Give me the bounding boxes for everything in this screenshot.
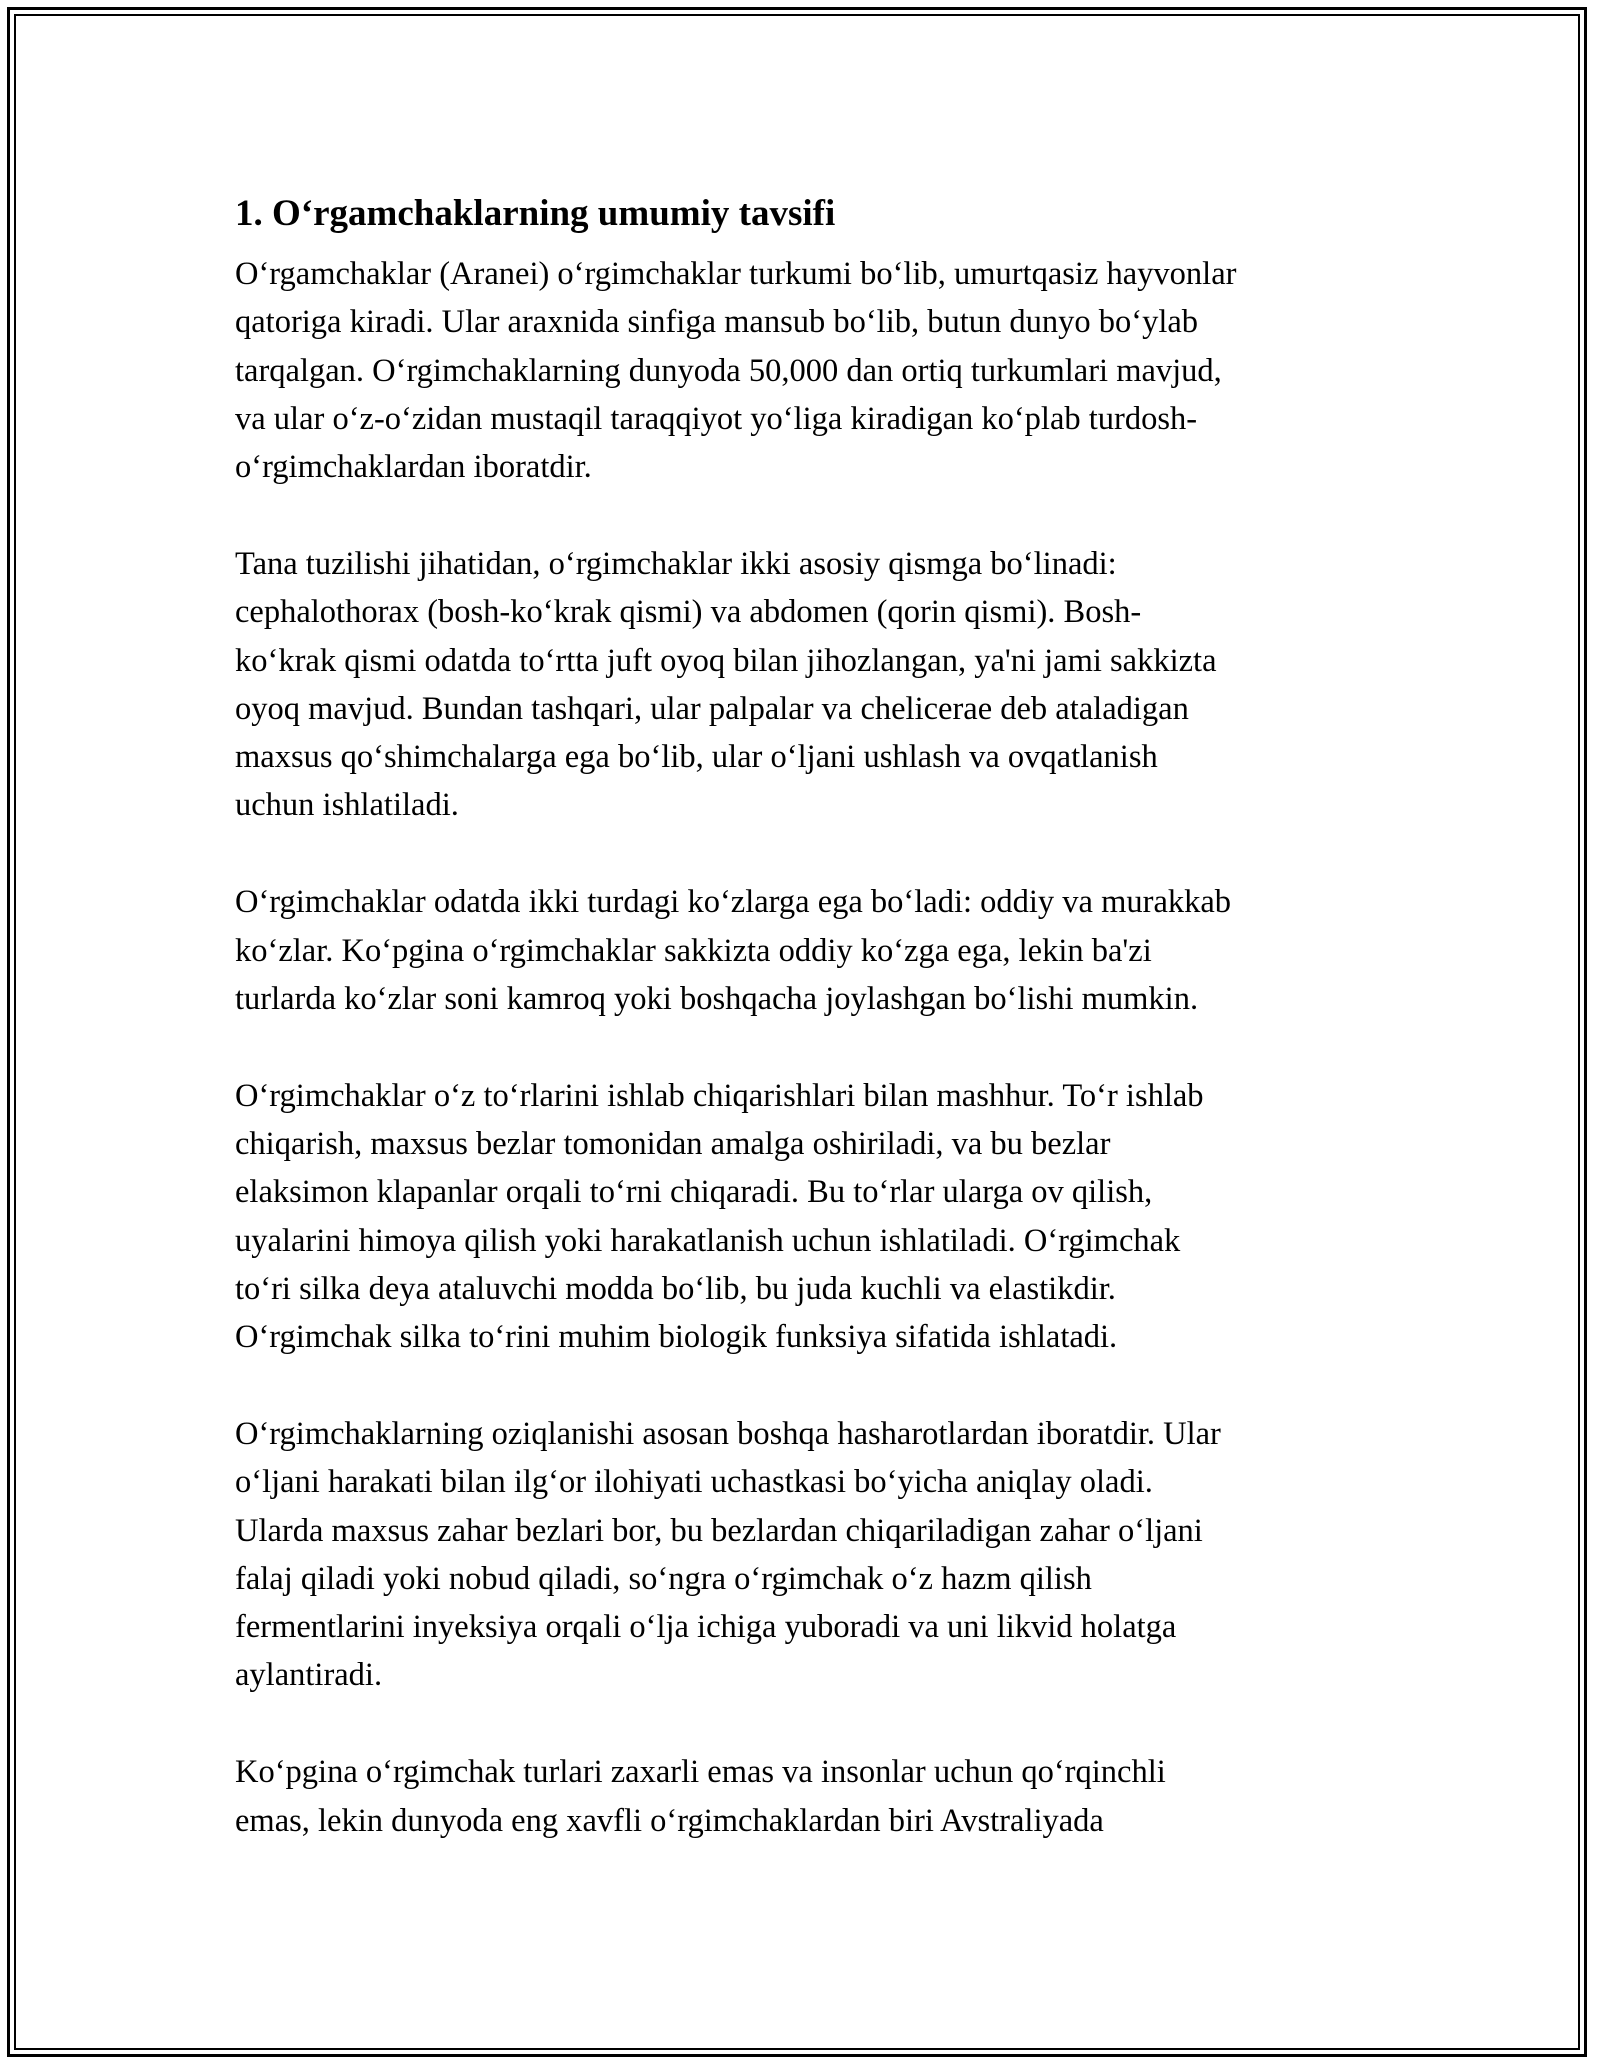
text-line: uchun ishlatiladi. <box>235 787 459 824</box>
document-body <box>235 188 1385 1893</box>
paragraph-general <box>235 250 1385 491</box>
text-line: ko‘krak qismi odatda to‘rtta juft oyoq bilan jihozlangan, ya'ni jami sakkizta <box>235 642 1217 679</box>
text-line: maxsus qo‘shimchalarga ega bo‘lib, ular o‘ljani ushlash va ovqatlanish <box>235 739 1158 776</box>
text-line: O‘rgimchaklar o‘z to‘rlarini ishlab chiqarishlari bilan mashhur. To‘r ishlab <box>235 1077 1204 1114</box>
section-heading: 1. O‘rgamchaklarning umumiy tavsifi <box>235 193 836 234</box>
text-line: O‘rgimchaklarning oziqlanishi asosan boshqa hasharotlardan iboratdir. Ular <box>235 1415 1221 1452</box>
paragraph-nutrition <box>235 1410 1385 1700</box>
text-line: Ko‘pgina o‘rgimchak turlari zaxarli emas va insonlar uchun qo‘rqinchli <box>235 1754 1166 1791</box>
text-line: o‘ljani harakati bilan ilg‘or ilohiyati uchastkasi bo‘yicha aniqlay oladi. <box>235 1464 1153 1501</box>
text-line: O‘rgimchaklar odatda ikki turdagi ko‘zlarga ega bo‘ladi: oddiy va murakkab <box>235 884 1232 921</box>
text-line: O‘rgimchak silka to‘rini muhim biologik funksiya sifatida ishlatadi. <box>235 1319 1118 1356</box>
text-line: va ular o‘z-o‘zidan mustaqil taraqqiyot yo‘liga kiradigan ko‘plab turdosh- <box>235 400 1198 437</box>
text-line: o‘rgimchaklardan iboratdir. <box>235 449 592 486</box>
text-line: to‘ri silka deya ataluvchi modda bo‘lib, bu juda kuchli va elastikdir. <box>235 1270 1116 1307</box>
text-line: chiqarish, maxsus bezlar tomonidan amalga oshiriladi, va bu bezlar <box>235 1125 1111 1162</box>
text-line: turlarda ko‘zlar soni kamroq yoki boshqacha joylashgan bo‘lishi mumkin. <box>235 980 1199 1017</box>
paragraph-danger <box>235 1748 1385 1845</box>
paragraph-eyes <box>235 878 1385 1023</box>
text-line: emas, lekin dunyoda eng xavfli o‘rgimchaklardan biri Avstraliyada <box>235 1802 1104 1839</box>
paragraph-body-structure <box>235 540 1385 830</box>
text-line: oyoq mavjud. Bundan tashqari, ular palpalar va chelicerae deb ataladigan <box>235 690 1189 727</box>
text-line: O‘rgamchaklar (Aranei) o‘rgimchaklar turkumi bo‘lib, umurtqasiz hayvonlar <box>235 256 1237 292</box>
text-line: tarqalgan. O‘rgimchaklarning dunyoda 50,000 dan ortiq turkumlari mavjud, <box>235 352 1222 389</box>
text-line: elaksimon klapanlar orqali to‘rni chiqaradi. Bu to‘rlar ularga ov qilish, <box>235 1174 1153 1211</box>
text-line: aylantiradi. <box>235 1657 383 1694</box>
paragraph-webs <box>235 1072 1385 1362</box>
text-line: fermentlarini inyeksiya orqali o‘lja ichiga yuboradi va uni likvid holatga <box>235 1609 1177 1646</box>
text-line: Ularda maxsus zahar bezlari bor, bu bezlardan chiqariladigan zahar o‘ljani <box>235 1512 1203 1549</box>
text-line: Tana tuzilishi jihatidan, o‘rgimchaklar ikki asosiy qismga bo‘linadi: <box>235 545 1117 582</box>
text-line: ko‘zlar. Ko‘pgina o‘rgimchaklar sakkizta oddiy ko‘zga ega, lekin ba'zi <box>235 932 1152 969</box>
text-line: uyalarini himoya qilish yoki harakatlanish uchun ishlatiladi. O‘rgimchak <box>235 1222 1181 1259</box>
text-line: cephalothorax (bosh-ko‘krak qismi) va abdomen (qorin qismi). Bosh- <box>235 594 1142 631</box>
text-line: falaj qiladi yoki nobud qiladi, so‘ngra o‘rgimchak o‘z hazm qilish <box>235 1560 1092 1597</box>
text-line: qatoriga kiradi. Ular araxnida sinfiga mansub bo‘lib, butun dunyo bo‘ylab <box>235 304 1199 341</box>
